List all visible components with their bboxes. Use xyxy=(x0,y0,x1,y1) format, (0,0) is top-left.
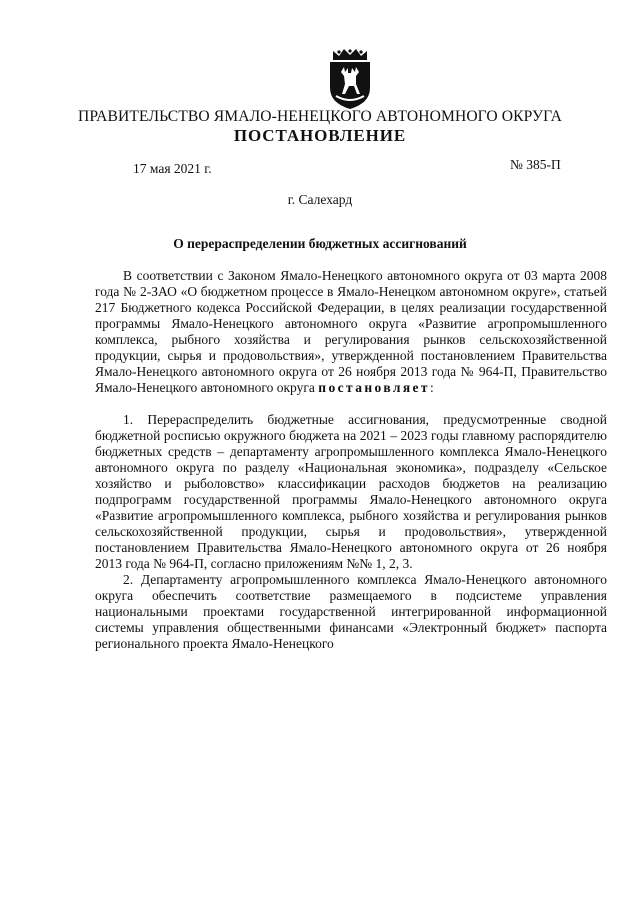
preamble-end: : xyxy=(429,380,434,395)
government-title: ПРАВИТЕЛЬСТВО ЯМАЛО-НЕНЕЦКОГО АВТОНОМНОГО ОКРУГА xyxy=(78,108,562,125)
preamble-paragraph xyxy=(95,268,607,396)
coat-of-arms-icon xyxy=(327,48,373,110)
item-1-paragraph: 1. Перераспределить бюджетные ассигнования, предусмотренные сводной бюджетной росписью окружного бюджета на 2021 – 2023 годы главному распорядителю бюджетных средств – департаменту агропромышленного комплекса Ямало-Ненецкого автономного округа по разделу «Национальная экономика», подразделу «Сельское хозяйство и рыболовство» классификации расходов бюджетов на реализацию подпрограмм государственной программы Ямало-Ненецкого автономного округа «Развитие агропромышленного комплекса, рыбного хозяйства и регулирования рынков сельскохозяйственной продукции, сырья и продовольствия», утвержденной постановлением Правительства Ямало-Ненецкого автономного округа от 26 ноября 2013 года № 964-П, согласно приложениям №№ 1, 2, 3. xyxy=(95,412,607,571)
document-city: г. Салехард xyxy=(287,192,353,207)
document-subject: О перераспределении бюджетных ассигнований xyxy=(173,236,467,251)
preamble-text: В соответствии с Законом Ямало-Ненецкого автономного округа от 03 марта 2008 года № 2-ЗАО «О бюджетном процессе в Ямало-Ненецком автономном округе», статьей 217 Бюджетного кодекса Российской Федерации, в целях реализации государственной программы Ямало-Ненецкого автономного округа «Развитие агропромышленного комплекса, рыбного хозяйства и регулирования рынков сельскохозяйственной продукции, сырья и продовольствия», утвержденной постановлением Правительства Ямало-Ненецкого автономного округа от 26 ноября 2013 года № 964-П, Правительство Ямало-Ненецкого автономного округа xyxy=(95,268,607,395)
preamble-verb: постановляет xyxy=(318,380,430,395)
document-date: 17 мая 2021 г. xyxy=(133,161,212,176)
document-number: № 385-П xyxy=(510,157,561,172)
document-type-title: ПОСТАНОВЛЕНИЕ xyxy=(233,126,407,145)
item-2-paragraph: 2. Департаменту агропромышленного комплекса Ямало-Ненецкого автономного округа обеспечить соответствие размещаемого в подсистеме управления национальными проектами государственной интегрированной информационной системы управления общественными финансами «Электронный бюджет» паспорта регионального проекта Ямало-Ненецкого xyxy=(95,572,607,651)
document-body xyxy=(95,268,607,652)
